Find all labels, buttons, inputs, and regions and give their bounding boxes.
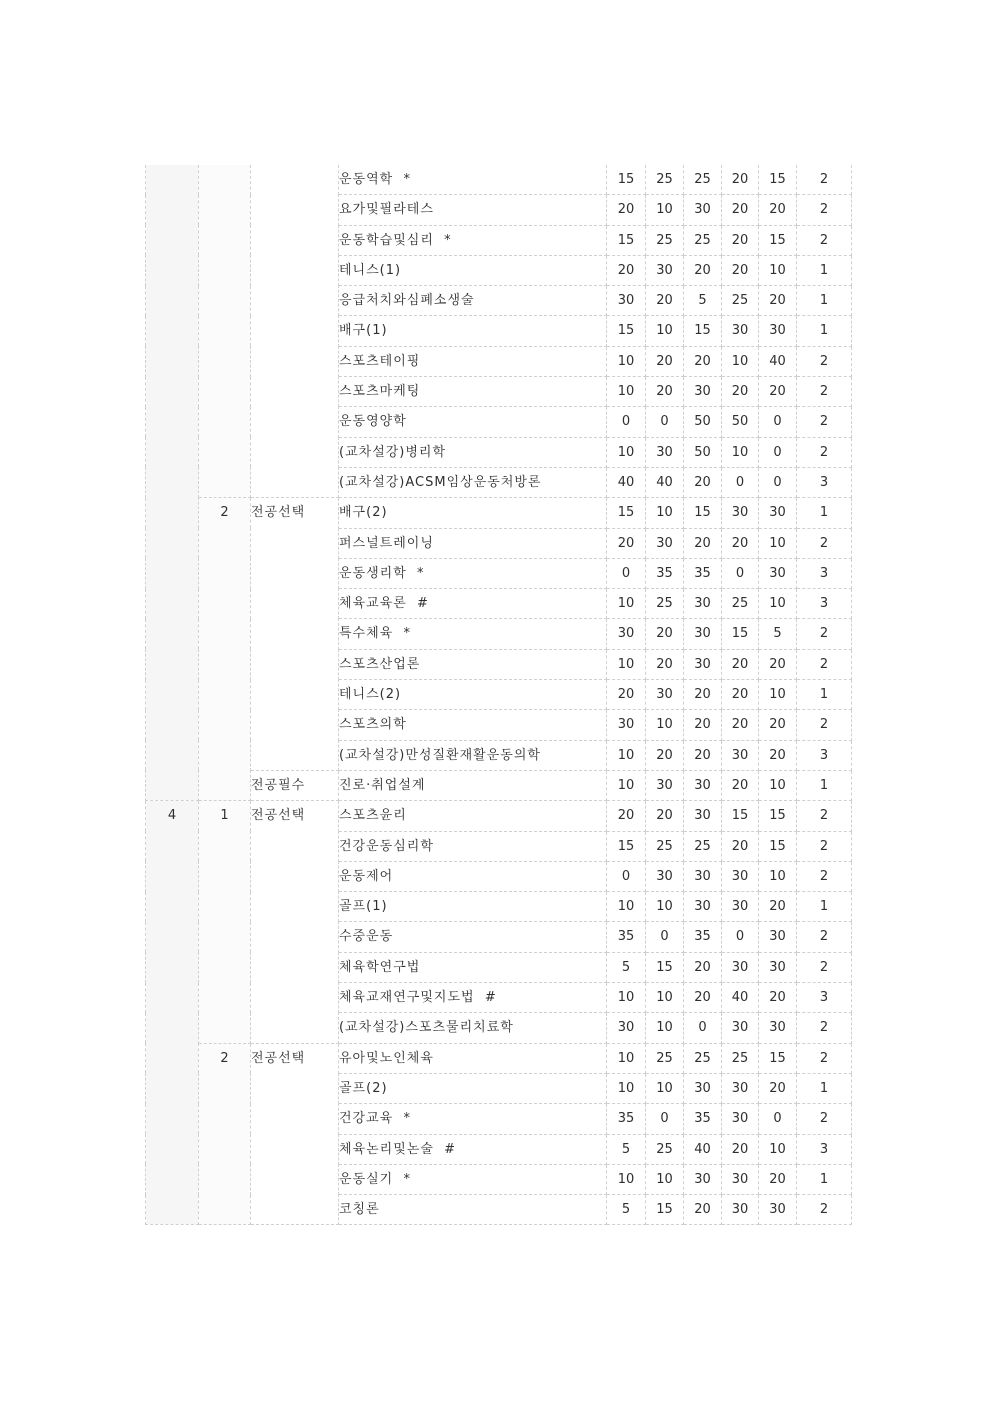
score-cell: 30 [684,619,722,649]
score-cell: 20 [684,346,722,376]
score-cell: 0 [759,1104,797,1134]
score-cell: 0 [607,558,646,588]
score-cell: 10 [759,861,797,891]
score-cell: 20 [646,377,684,407]
score-cell: 10 [607,589,646,619]
score-cell: 15 [759,225,797,255]
score-cell: 15 [646,1195,684,1225]
score-cell: 30 [759,1195,797,1225]
score-cell: 20 [722,195,759,225]
score-cell: 25 [646,225,684,255]
score-cell: 30 [684,377,722,407]
course-name-cell: 운동학습및심리 * [339,225,607,255]
score-cell: 0 [722,558,759,588]
score-cell: 30 [722,1104,759,1134]
score-cell: 30 [646,680,684,710]
score-cell: 30 [722,861,759,891]
table-row [146,498,852,528]
score-cell: 10 [646,892,684,922]
course-name-cell: 특수체육 * [339,619,607,649]
course-name-cell: 운동제어 [339,861,607,891]
course-name-cell: 운동생리학 * [339,558,607,588]
score-cell: 30 [646,437,684,467]
score-cell: 30 [759,1013,797,1043]
score-cell: 20 [722,377,759,407]
score-cell: 20 [722,770,759,800]
credit-cell: 3 [797,983,852,1013]
category-cell: 전공선택 [251,1043,339,1225]
table-row [146,801,852,831]
score-cell: 30 [607,1013,646,1043]
score-cell: 25 [722,1043,759,1073]
score-cell: 50 [722,407,759,437]
semester-cell: 2 [199,498,251,801]
score-cell: 10 [646,316,684,346]
score-cell: 20 [684,255,722,285]
category-cell: 전공선택 [251,801,339,1043]
score-cell: 10 [759,770,797,800]
score-cell: 0 [607,407,646,437]
course-name-cell: 골프(1) [339,892,607,922]
credit-cell: 3 [797,740,852,770]
score-cell: 0 [646,407,684,437]
score-cell: 0 [759,407,797,437]
semester-cell: 2 [199,1043,251,1225]
score-cell: 10 [646,1073,684,1103]
score-cell: 10 [646,983,684,1013]
score-cell: 20 [759,1164,797,1194]
score-cell: 20 [722,710,759,740]
score-cell: 20 [722,225,759,255]
score-cell: 25 [646,589,684,619]
score-cell: 10 [607,437,646,467]
score-cell: 5 [607,952,646,982]
score-cell: 0 [607,861,646,891]
semester-cell [199,165,251,498]
credit-cell: 2 [797,831,852,861]
semester-cell: 1 [199,801,251,1043]
score-cell: 10 [607,770,646,800]
score-cell: 20 [684,467,722,497]
score-cell: 30 [722,1195,759,1225]
course-name-cell: 수중운동 [339,922,607,952]
score-cell: 20 [607,680,646,710]
score-cell: 30 [759,952,797,982]
score-cell: 20 [722,1134,759,1164]
score-cell: 20 [646,801,684,831]
score-cell: 30 [759,558,797,588]
score-cell: 30 [607,286,646,316]
score-cell: 30 [607,710,646,740]
score-cell: 35 [607,1104,646,1134]
credit-cell: 2 [797,1195,852,1225]
score-cell: 5 [607,1134,646,1164]
score-cell: 20 [759,649,797,679]
score-cell: 10 [607,1164,646,1194]
score-cell: 10 [759,1134,797,1164]
course-name-cell: 퍼스널트레이닝 [339,528,607,558]
score-cell: 0 [722,467,759,497]
score-cell: 10 [607,983,646,1013]
score-cell: 25 [722,286,759,316]
score-cell: 50 [684,407,722,437]
course-name-cell: 배구(1) [339,316,607,346]
course-name-cell: 요가및필라테스 [339,195,607,225]
score-cell: 20 [646,649,684,679]
credit-cell: 2 [797,619,852,649]
course-name-cell: (교차설강)스포츠물리치료학 [339,1013,607,1043]
course-name-cell: (교차설강)병리학 [339,437,607,467]
score-cell: 10 [759,528,797,558]
score-cell: 15 [684,498,722,528]
score-cell: 15 [646,952,684,982]
score-cell: 20 [759,892,797,922]
course-name-cell: 테니스(2) [339,680,607,710]
score-cell: 30 [646,770,684,800]
score-cell: 20 [759,286,797,316]
course-name-cell: 운동실기 * [339,1164,607,1194]
credit-cell: 1 [797,680,852,710]
score-cell: 40 [646,467,684,497]
score-cell: 30 [607,619,646,649]
score-cell: 30 [759,316,797,346]
score-cell: 20 [722,255,759,285]
score-cell: 25 [684,225,722,255]
credit-cell: 1 [797,286,852,316]
curriculum-table [145,165,852,1225]
score-cell: 30 [684,1164,722,1194]
score-cell: 30 [722,1073,759,1103]
table-row [146,165,852,195]
curriculum-table-body [146,165,852,1225]
credit-cell: 2 [797,437,852,467]
score-cell: 5 [684,286,722,316]
score-cell: 30 [722,892,759,922]
score-cell: 40 [722,983,759,1013]
score-cell: 30 [684,649,722,679]
score-cell: 30 [684,195,722,225]
score-cell: 40 [607,467,646,497]
score-cell: 30 [722,952,759,982]
score-cell: 30 [722,316,759,346]
score-cell: 10 [607,1073,646,1103]
score-cell: 30 [722,1164,759,1194]
credit-cell: 2 [797,1043,852,1073]
credit-cell: 2 [797,801,852,831]
score-cell: 15 [759,801,797,831]
score-cell: 10 [607,649,646,679]
score-cell: 10 [759,680,797,710]
score-cell: 20 [722,528,759,558]
credit-cell: 1 [797,1073,852,1103]
score-cell: 0 [722,922,759,952]
course-name-cell: 스포츠의학 [339,710,607,740]
course-name-cell: 응급처치와심폐소생술 [339,286,607,316]
year-cell [146,165,199,801]
score-cell: 10 [722,437,759,467]
score-cell: 20 [722,831,759,861]
score-cell: 30 [759,922,797,952]
credit-cell: 2 [797,952,852,982]
score-cell: 35 [684,922,722,952]
score-cell: 10 [722,346,759,376]
course-name-cell: 배구(2) [339,498,607,528]
score-cell: 25 [722,589,759,619]
score-cell: 30 [684,589,722,619]
score-cell: 30 [684,770,722,800]
score-cell: 15 [759,1043,797,1073]
score-cell: 50 [684,437,722,467]
score-cell: 20 [684,528,722,558]
course-name-cell: 체육학연구법 [339,952,607,982]
score-cell: 20 [684,1195,722,1225]
score-cell: 15 [722,801,759,831]
score-cell: 5 [759,619,797,649]
credit-cell: 3 [797,558,852,588]
score-cell: 10 [646,1164,684,1194]
credit-cell: 2 [797,165,852,195]
score-cell: 20 [646,286,684,316]
score-cell: 30 [759,498,797,528]
course-name-cell: 스포츠산업론 [339,649,607,679]
score-cell: 15 [759,165,797,195]
score-cell: 15 [607,831,646,861]
score-cell: 30 [684,892,722,922]
score-cell: 40 [684,1134,722,1164]
score-cell: 10 [607,346,646,376]
score-cell: 20 [684,740,722,770]
score-cell: 10 [607,377,646,407]
course-name-cell: 운동역학 * [339,165,607,195]
score-cell: 20 [646,619,684,649]
table-row [146,770,852,800]
course-name-cell: (교차설강)ACSM임상운동처방론 [339,467,607,497]
credit-cell: 1 [797,316,852,346]
score-cell: 25 [646,1134,684,1164]
score-cell: 20 [759,1073,797,1103]
score-cell: 20 [684,983,722,1013]
score-cell: 20 [722,680,759,710]
course-name-cell: 스포츠마케팅 [339,377,607,407]
score-cell: 20 [646,346,684,376]
category-cell [251,165,339,498]
score-cell: 30 [646,255,684,285]
score-cell: 30 [722,1013,759,1043]
credit-cell: 2 [797,195,852,225]
course-name-cell: 건강운동심리학 [339,831,607,861]
score-cell: 25 [684,1043,722,1073]
score-cell: 30 [722,498,759,528]
course-name-cell: 스포츠테이핑 [339,346,607,376]
score-cell: 15 [607,316,646,346]
category-cell: 전공선택 [251,498,339,771]
score-cell: 10 [607,892,646,922]
credit-cell: 2 [797,649,852,679]
score-cell: 25 [646,831,684,861]
score-cell: 0 [759,467,797,497]
credit-cell: 2 [797,225,852,255]
score-cell: 15 [607,165,646,195]
credit-cell: 2 [797,377,852,407]
score-cell: 30 [646,861,684,891]
score-cell: 25 [646,1043,684,1073]
credit-cell: 1 [797,892,852,922]
course-name-cell: 체육교육론 # [339,589,607,619]
credit-cell: 2 [797,407,852,437]
score-cell: 10 [759,255,797,285]
score-cell: 30 [684,1073,722,1103]
score-cell: 20 [759,377,797,407]
score-cell: 10 [607,1043,646,1073]
course-name-cell: 스포츠윤리 [339,801,607,831]
table-row [146,1043,852,1073]
course-name-cell: 코칭론 [339,1195,607,1225]
course-name-cell: 체육논리및논술 # [339,1134,607,1164]
course-name-cell: 체육교재연구및지도법 # [339,983,607,1013]
score-cell: 0 [759,437,797,467]
score-cell: 35 [646,558,684,588]
category-cell: 전공필수 [251,770,339,800]
score-cell: 10 [646,1013,684,1043]
credit-cell: 1 [797,770,852,800]
score-cell: 20 [607,195,646,225]
score-cell: 30 [722,740,759,770]
score-cell: 20 [759,740,797,770]
score-cell: 0 [646,1104,684,1134]
credit-cell: 3 [797,467,852,497]
score-cell: 20 [759,710,797,740]
score-cell: 15 [607,498,646,528]
course-name-cell: 건강교육 * [339,1104,607,1134]
course-name-cell: 운동영양학 [339,407,607,437]
credit-cell: 2 [797,861,852,891]
credit-cell: 2 [797,1013,852,1043]
score-cell: 10 [646,710,684,740]
credit-cell: 1 [797,498,852,528]
score-cell: 25 [684,831,722,861]
credit-cell: 1 [797,255,852,285]
score-cell: 20 [684,680,722,710]
score-cell: 30 [684,801,722,831]
score-cell: 0 [684,1013,722,1043]
credit-cell: 2 [797,528,852,558]
score-cell: 15 [684,316,722,346]
score-cell: 10 [646,498,684,528]
credit-cell: 3 [797,589,852,619]
score-cell: 30 [646,528,684,558]
credit-cell: 2 [797,710,852,740]
score-cell: 15 [607,225,646,255]
score-cell: 20 [684,710,722,740]
score-cell: 0 [646,922,684,952]
year-cell: 4 [146,801,199,1225]
credit-cell: 1 [797,1164,852,1194]
score-cell: 20 [722,165,759,195]
credit-cell: 2 [797,346,852,376]
score-cell: 20 [607,255,646,285]
score-cell: 20 [684,952,722,982]
score-cell: 10 [759,589,797,619]
score-cell: 40 [759,346,797,376]
score-cell: 25 [684,165,722,195]
course-name-cell: 진로·취업설계 [339,770,607,800]
score-cell: 20 [607,801,646,831]
score-cell: 35 [684,558,722,588]
score-cell: 15 [759,831,797,861]
credit-cell: 2 [797,1104,852,1134]
score-cell: 35 [684,1104,722,1134]
score-cell: 10 [607,740,646,770]
credit-cell: 3 [797,1134,852,1164]
score-cell: 15 [722,619,759,649]
score-cell: 20 [722,649,759,679]
course-name-cell: (교차설강)만성질환재활운동의학 [339,740,607,770]
course-name-cell: 테니스(1) [339,255,607,285]
score-cell: 10 [646,195,684,225]
score-cell: 20 [646,740,684,770]
score-cell: 20 [759,195,797,225]
course-name-cell: 골프(2) [339,1073,607,1103]
score-cell: 30 [684,861,722,891]
credit-cell: 2 [797,922,852,952]
score-cell: 20 [759,983,797,1013]
course-name-cell: 유아및노인체육 [339,1043,607,1073]
score-cell: 5 [607,1195,646,1225]
score-cell: 20 [607,528,646,558]
score-cell: 35 [607,922,646,952]
score-cell: 25 [646,165,684,195]
